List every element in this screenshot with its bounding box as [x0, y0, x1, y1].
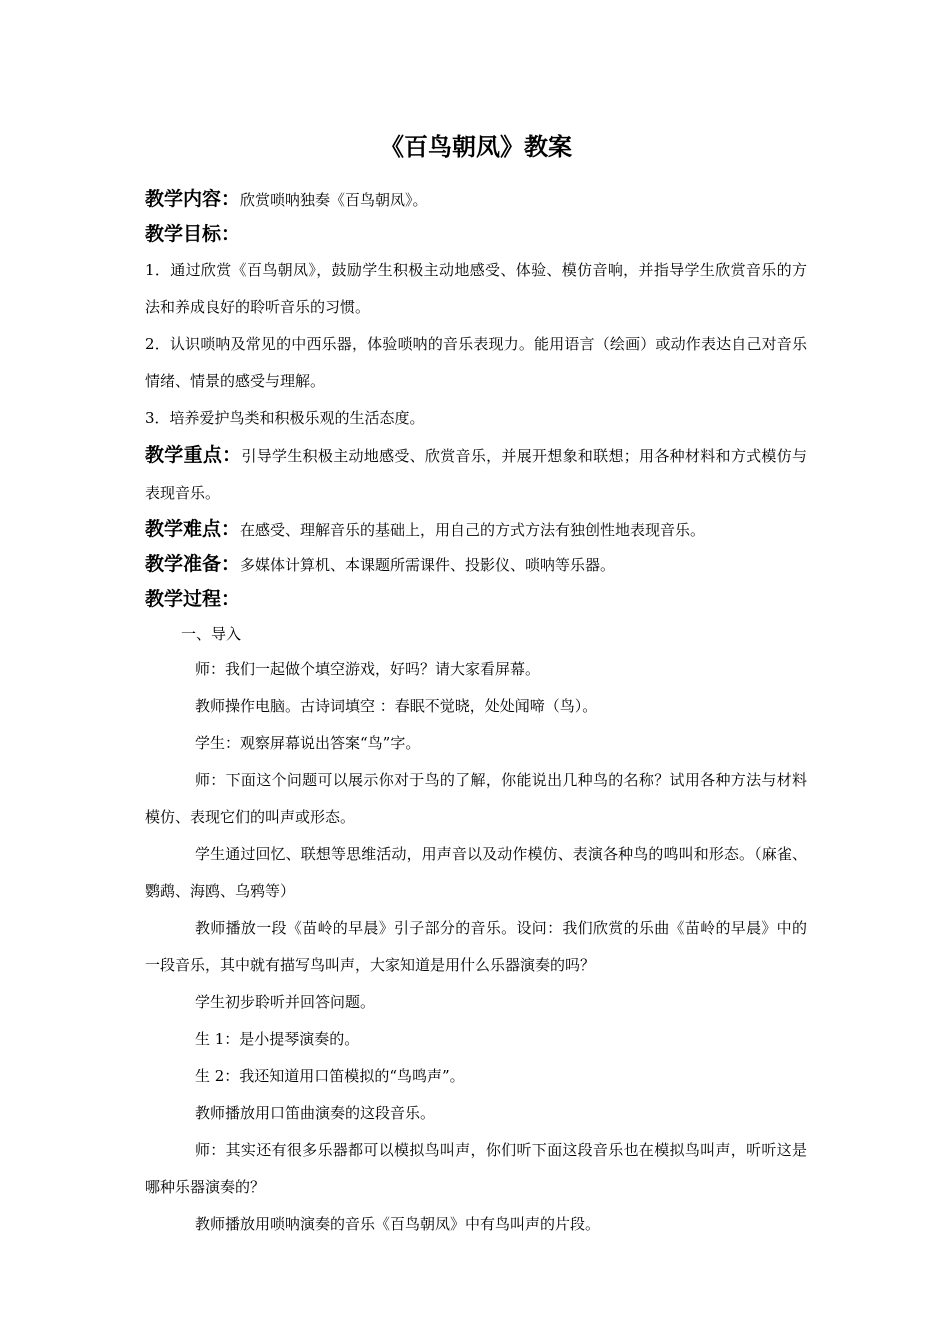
process-paragraph: 师：我们一起做个填空游戏，好吗？请大家看屏幕。: [195, 660, 541, 678]
process-paragraph: 生 2：我还知道用口笛模拟的“鸟鸣声”。: [195, 1067, 465, 1085]
process-paragraph: 学生初步聆听并回答问题。: [195, 993, 376, 1011]
difficulty-text: 在感受、理解音乐的基础上，用自己的方式方法有独创性地表现音乐。: [240, 521, 706, 539]
difficulty-label: 教学难点：: [145, 518, 241, 540]
lesson-plan-page: [145, 130, 807, 1243]
process-paragraph: 教师播放用唢呐演奏的音乐《百鸟朝凤》中有鸟叫声的片段。: [195, 1215, 601, 1233]
prep-section: [145, 547, 807, 582]
process-paragraph: 学生：观察屏幕说出答案“鸟”字。: [195, 734, 421, 752]
goal-item: 2．认识唢呐及常见的中西乐器，体验唢呐的音乐表现力。能用语言（绘画）或动作表达自己对音乐情绪、情景的感受与理解。: [145, 335, 807, 390]
key-label: 教学重点：: [145, 444, 242, 466]
process-paragraph: 教师操作电脑。古诗词填空 ：春眠不觉晓，处处闻啼（鸟）。: [195, 697, 598, 715]
process-subheading: 一、导入: [181, 625, 242, 643]
process-label: 教学过程：: [145, 588, 241, 610]
goal-item: 3．培养爱护鸟类和积极乐观的生活态度。: [145, 409, 425, 427]
process-paragraph: 教师播放用口笛曲演奏的这段音乐。: [195, 1104, 436, 1122]
goal-item: 1．通过欣赏《百鸟朝凤》，鼓励学生积极主动地感受、体验、模仿音响，并指导学生欣赏音乐的方法和养成良好的聆听音乐的习惯。: [145, 261, 807, 316]
process-paragraph: 学生通过回忆、联想等思维活动，用声音以及动作模仿、表演各种鸟的鸣叫和形态。（麻雀、鹦鹉、海鸥、乌鸦等）: [145, 845, 807, 900]
goals-section: [145, 217, 807, 252]
process-paragraph: 教师播放一段《苗岭的早晨》引子部分的音乐。设问：我们欣赏的乐曲《苗岭的早晨》中的一段音乐，其中就有描写鸟叫声，大家知道是用什么乐器演奏的吗？: [145, 919, 807, 974]
prep-label: 教学准备：: [145, 553, 241, 575]
process-section: [145, 582, 807, 617]
content-text: 欣赏唢呐独奏《百鸟朝凤》。: [240, 191, 428, 209]
content-label: 教学内容：: [145, 188, 241, 210]
content-section: [145, 182, 807, 217]
process-paragraph: 师：下面这个问题可以展示你对于鸟的了解，你能说出几种鸟的名称？试用各种方法与材料模仿、表现它们的叫声或形态。: [145, 771, 807, 826]
prep-text: 多媒体计算机、本课题所需课件、投影仪、唢呐等乐器。: [240, 556, 616, 574]
key-text: 引导学生积极主动地感受、欣赏音乐，并展开想象和联想；用各种材料和方式模仿与表现音乐。: [145, 447, 807, 502]
document-title: 《百鸟朝凤》教案: [380, 132, 572, 161]
difficulty-section: [145, 512, 807, 547]
key-section: [145, 437, 807, 512]
process-paragraph: 师：其实还有很多乐器都可以模拟鸟叫声，你们听下面这段音乐也在模拟鸟叫声，听听这是哪种乐器演奏的？: [145, 1141, 807, 1196]
process-paragraph: 生 1：是小提琴演奏的。: [195, 1030, 360, 1048]
goals-label: 教学目标：: [145, 223, 241, 245]
